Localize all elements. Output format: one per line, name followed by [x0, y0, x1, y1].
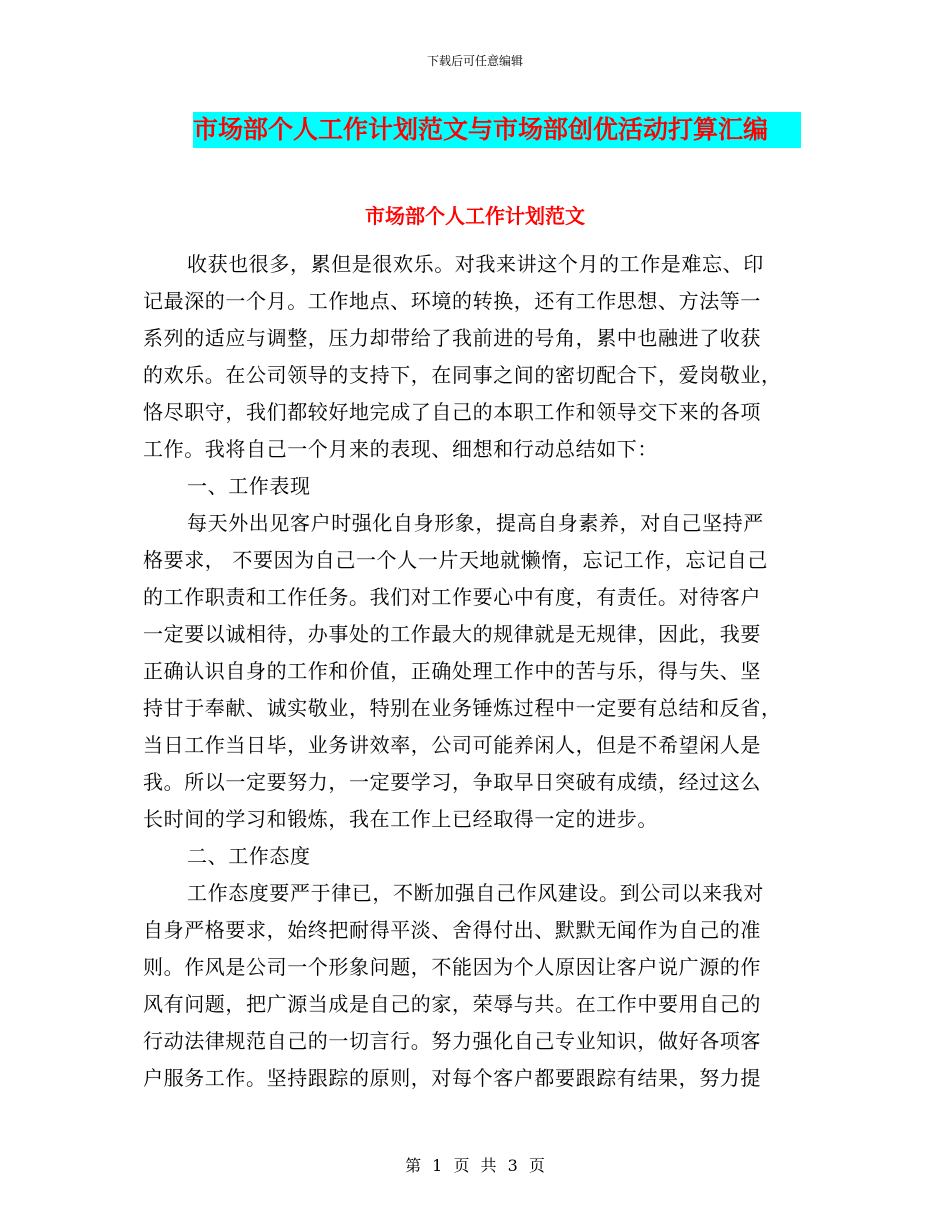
paragraph-line: 则。作风是公司一个形象问题，不能因为个人原因让客户说广源的作 [143, 955, 761, 979]
paragraph-line: 行动法律规范自己的一切言行。努力强化自己专业知识，做好各项客 [143, 1029, 761, 1053]
paragraph-line: 每天外出见客户时强化自身形象，提高自身素养，对自己坚持严 [187, 511, 764, 535]
page-footer: 第 1 页 共 3 页 [405, 1156, 545, 1175]
paragraph-line: 的欢乐。在公司领导的支持下，在同事之间的密切配合下，爱岗敬业， [143, 363, 782, 387]
paragraph-line: 正确认识自身的工作和价值，正确处理工作中的苦与乐，得与失、坚 [143, 659, 761, 683]
paragraph-line: 恪尽职守，我们都较好地完成了自己的本职工作和领导交下来的各项 [143, 400, 761, 424]
section-heading: 一、工作表现 [187, 474, 311, 498]
paragraph-line: 自身严格要求，始终把耐得平淡、舍得付出、默默无闻作为自己的准 [143, 918, 761, 942]
paragraph-line: 一定要以诚相待，办事处的工作最大的规律就是无规律，因此，我要 [143, 622, 761, 646]
body-text [143, 246, 803, 1097]
document-title: 市场部个人工作计划范文与市场部创优活动打算汇编 [193, 112, 801, 148]
header-note: 下载后可任意编辑 [426, 54, 523, 68]
paragraph-line: 格要求， 不要因为自己一个人一片天地就懒惰，忘记工作，忘记自己 [143, 548, 768, 572]
section-heading: 二、工作态度 [187, 844, 311, 868]
paragraph-line: 收获也很多，累但是很欢乐。对我来讲这个月的工作是难忘、印 [187, 252, 764, 276]
paragraph-line: 的工作职责和工作任务。我们对工作要心中有度，有责任。对待客户 [143, 585, 761, 609]
paragraph-line: 记最深的一个月。工作地点、环境的转换，还有工作思想、方法等一 [143, 289, 761, 313]
paragraph-line: 风有问题，把广源当成是自己的家，荣辱与共。在工作中要用自己的 [143, 992, 761, 1016]
paragraph-line: 户服务工作。坚持跟踪的原则，对每个客户都要跟踪有结果，努力提 [143, 1066, 761, 1090]
paragraph-line: 工作。我将自己一个月来的表现、细想和行动总结如下： [143, 437, 658, 461]
paragraph-line: 我。所以一定要努力，一定要学习，争取早日突破有成绩，经过这么 [143, 770, 761, 794]
paragraph-line: 当日工作当日毕，业务讲效率，公司可能养闲人，但是不希望闲人是 [143, 733, 761, 757]
paragraph-line: 持甘于奉献、诚实敬业，特别在业务锤炼过程中一定要有总结和反省， [143, 696, 782, 720]
paragraph-line: 工作态度要严于律已，不断加强自己作风建设。到公司以来我对 [187, 881, 764, 905]
section-title: 市场部个人工作计划范文 [365, 204, 585, 228]
paragraph-line: 系列的适应与调整，压力却带给了我前进的号角，累中也融进了收获 [143, 326, 761, 350]
paragraph-line: 长时间的学习和锻炼，我在工作上已经取得一定的进步。 [143, 807, 658, 831]
